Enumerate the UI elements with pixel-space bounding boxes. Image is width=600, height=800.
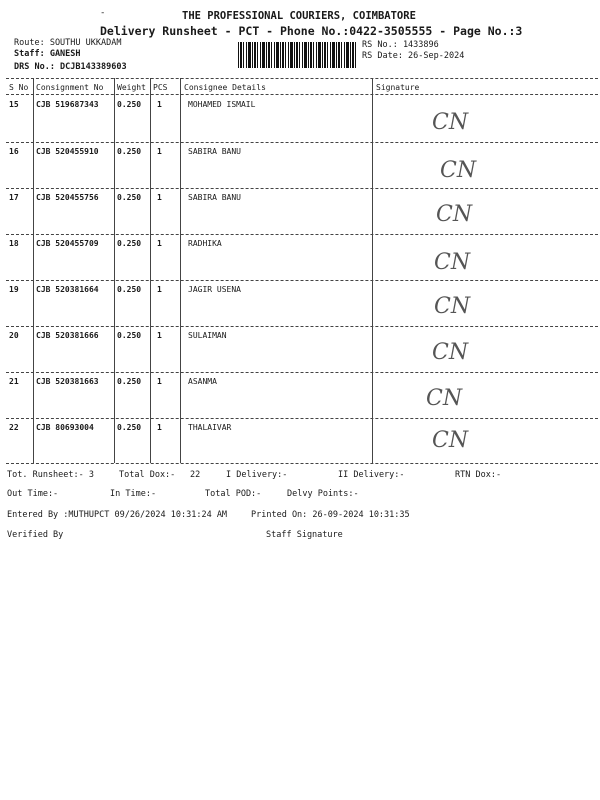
row-weight: 0.250 — [117, 377, 142, 386]
row-consignee: ASANMA — [188, 377, 217, 386]
row-pcs: 1 — [157, 377, 162, 386]
row-sno: 17 — [9, 193, 19, 202]
rtn-dox: RTN Dox:- — [455, 470, 502, 480]
out-time: Out Time:- — [7, 489, 59, 499]
row-rule — [6, 280, 598, 281]
rs-number: RS No.: 1433896 — [362, 40, 439, 50]
row-pcs: 1 — [157, 193, 162, 202]
row-weight: 0.250 — [117, 100, 142, 109]
row-sno: 21 — [9, 377, 19, 386]
row-consignment: CJB 520455709 — [36, 239, 99, 248]
in-time: In Time:- — [110, 489, 157, 499]
staff-signature: Staff Signature — [266, 530, 343, 540]
row-sno: 15 — [9, 100, 19, 109]
row-pcs: 1 — [157, 423, 162, 432]
printed-on: Printed On: 26-09-2024 10:31:35 — [251, 510, 410, 520]
row-pcs: 1 — [157, 100, 162, 109]
rs-date: RS Date: 26-Sep-2024 — [362, 51, 465, 61]
drs-number: DRS No.: DCJB143389603 — [14, 62, 127, 72]
row-consignment: CJB 520455756 — [36, 193, 99, 202]
col-header-consignee: Consignee Details — [184, 83, 266, 92]
row-consignment: CJB 520381666 — [36, 331, 99, 340]
total-dox-value: 22 — [190, 470, 201, 480]
row-consignee: RADHIKA — [188, 239, 222, 248]
row-signature: CN — [432, 340, 469, 365]
tot-runsheet: Tot. Runsheet:- 3 — [7, 470, 94, 480]
row-rule — [6, 142, 598, 143]
row-consignee: SULAIMAN — [188, 331, 227, 340]
row-rule — [6, 326, 598, 327]
row-consignment: CJB 520381664 — [36, 285, 99, 294]
row-signature: CN — [440, 158, 477, 183]
table-header-rule — [6, 94, 598, 95]
total-dox-label: Total Dox:- — [119, 470, 176, 480]
row-pcs: 1 — [157, 239, 162, 248]
row-weight: 0.250 — [117, 147, 142, 156]
staff-label: Staff: GANESH — [14, 49, 81, 59]
row-rule — [6, 372, 598, 373]
row-consignee: JAGIR USENA — [188, 285, 241, 294]
col-header-signature: Signature — [376, 83, 420, 92]
company-title: THE PROFESSIONAL COURIERS, COIMBATORE — [182, 10, 416, 22]
row-consignment: CJB 520455910 — [36, 147, 99, 156]
row-weight: 0.250 — [117, 285, 142, 294]
route-label: Route: SOUTHU UKKADAM — [14, 38, 122, 48]
row-sno: 16 — [9, 147, 19, 156]
row-weight: 0.250 — [117, 239, 142, 248]
col-rule — [180, 78, 181, 463]
barcode — [238, 42, 356, 68]
delvy-points: Delvy Points:- — [287, 489, 359, 499]
row-signature: CN — [436, 202, 473, 227]
row-signature: CN — [432, 428, 469, 453]
row-consignment: CJB 520381663 — [36, 377, 99, 386]
entered-by: Entered By :MUTHUPCT 09/26/2024 10:31:24 AM — [7, 510, 228, 520]
row-pcs: 1 — [157, 285, 162, 294]
row-pcs: 1 — [157, 147, 162, 156]
i-delivery: I Delivery:- — [226, 470, 288, 480]
runsheet-subtitle: Delivery Runsheet - PCT - Phone No.:0422-3505555 - Page No.:3 — [100, 24, 523, 38]
header-mark: - — [100, 8, 106, 18]
total-pod: Total POD:- — [205, 489, 262, 499]
row-consignee: THALAIVAR — [188, 423, 232, 432]
row-sno: 20 — [9, 331, 19, 340]
verified-by: Verified By — [7, 530, 64, 540]
row-consignment: CJB 80693004 — [36, 423, 94, 432]
col-header-sno: S No — [9, 83, 29, 92]
row-rule — [6, 418, 598, 419]
table-bottom-rule — [6, 463, 598, 464]
col-rule — [150, 78, 151, 463]
col-header-weight: Weight — [117, 83, 146, 92]
row-consignment: CJB 519687343 — [36, 100, 99, 109]
ii-delivery: II Delivery:- — [338, 470, 405, 480]
row-rule — [6, 188, 598, 189]
col-rule — [372, 78, 373, 463]
col-header-consignment: Consignment No — [36, 83, 104, 92]
col-header-pcs: PCS — [153, 83, 168, 92]
row-consignee: SABIRA BANU — [188, 147, 241, 156]
row-weight: 0.250 — [117, 193, 142, 202]
row-signature: CN — [434, 294, 471, 319]
row-consignee: MOHAMED ISMAIL — [188, 100, 256, 109]
col-rule — [33, 78, 34, 463]
row-rule — [6, 234, 598, 235]
row-signature: CN — [434, 250, 471, 275]
row-sno: 22 — [9, 423, 19, 432]
row-pcs: 1 — [157, 331, 162, 340]
row-weight: 0.250 — [117, 331, 142, 340]
col-rule — [114, 78, 115, 463]
row-sno: 19 — [9, 285, 19, 294]
table-top-rule — [6, 78, 598, 79]
row-consignee: SABIRA BANU — [188, 193, 241, 202]
row-weight: 0.250 — [117, 423, 142, 432]
row-sno: 18 — [9, 239, 19, 248]
row-signature: CN — [432, 110, 469, 135]
row-signature: CN — [426, 386, 463, 411]
